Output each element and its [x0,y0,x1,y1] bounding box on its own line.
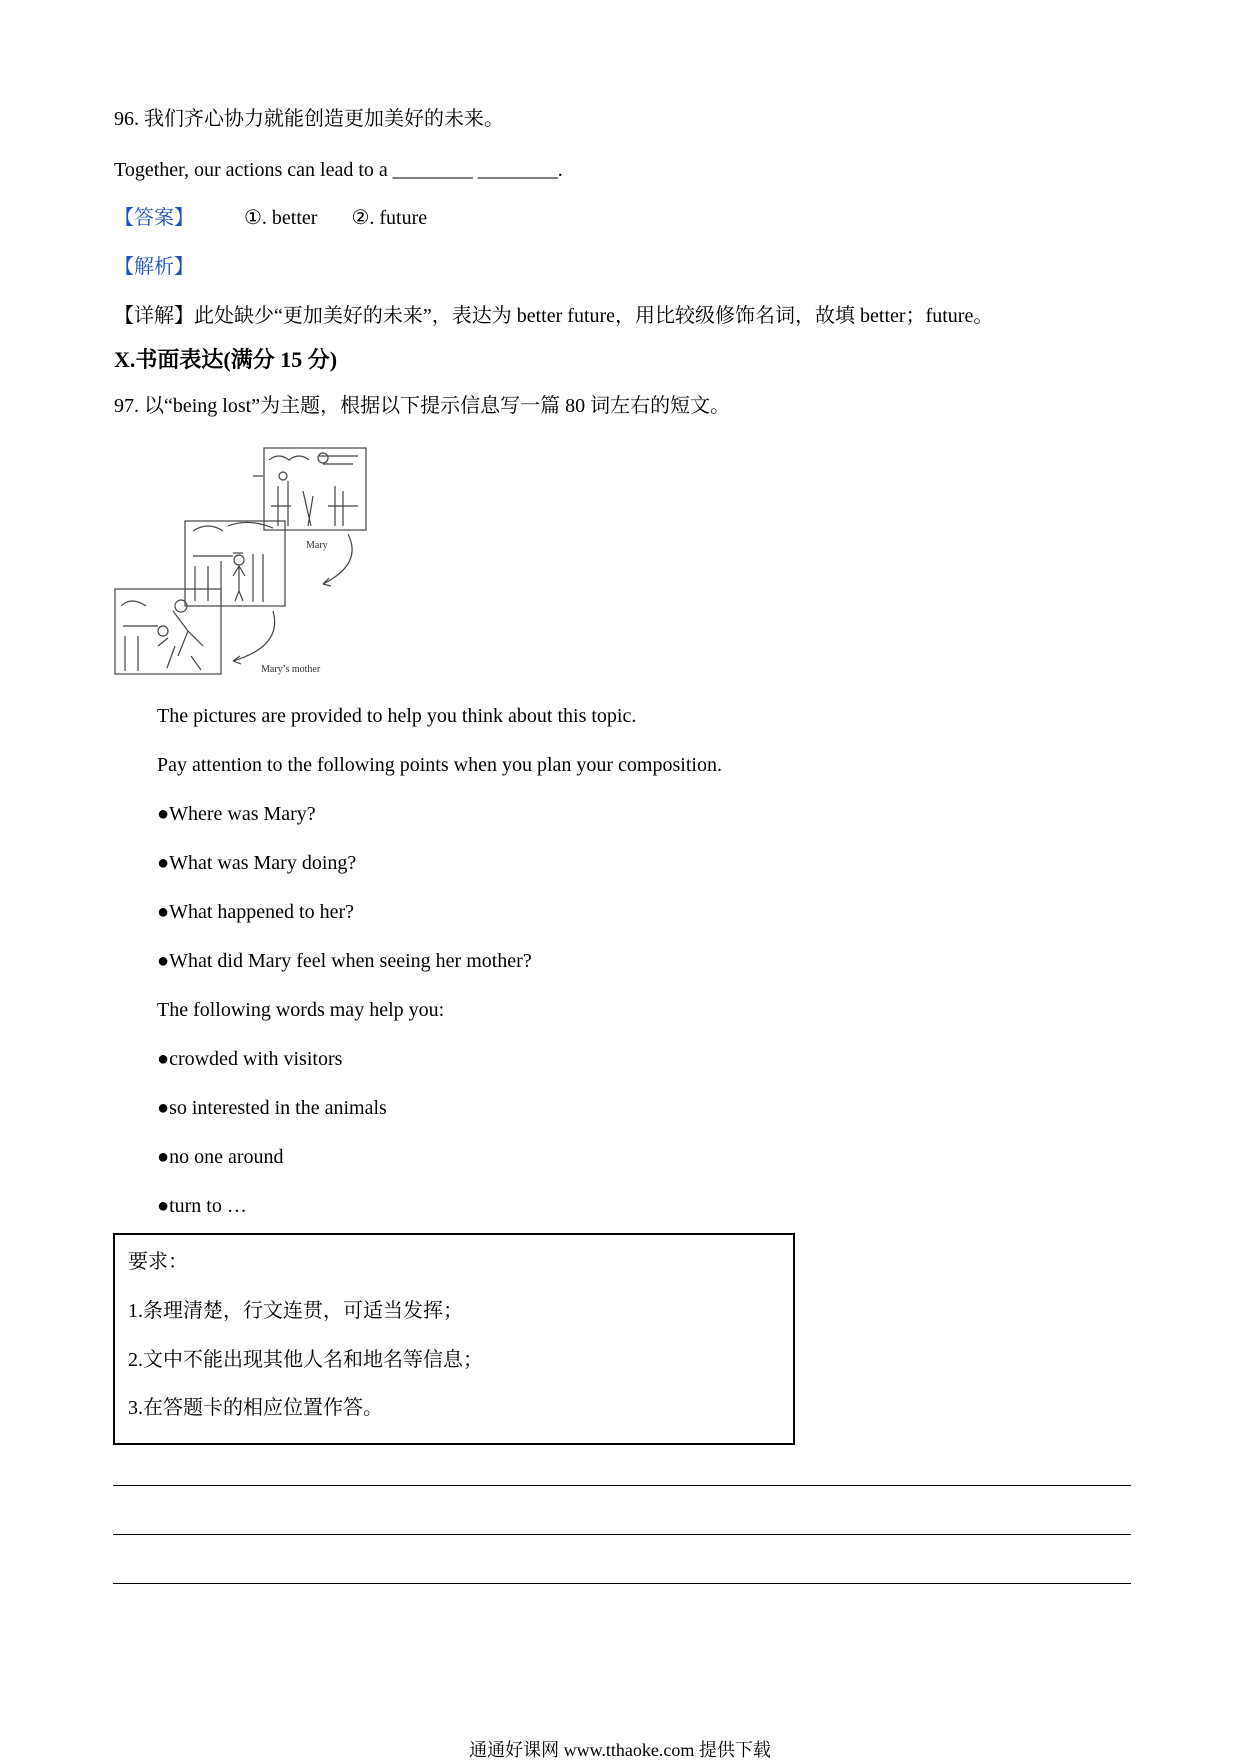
q96-sentence: Together, our actions can lead to a ________ ________. [114,159,563,181]
word-item: ●so interested in the animals [157,1097,387,1119]
label-mary: Mary [306,540,328,551]
requirement-item: 2.文中不能出现其他人名和地名等信息； [128,1349,483,1371]
answer-line [113,1583,1131,1584]
section-title: X.书面表达(满分 15 分) [114,347,338,372]
story-pictures [113,446,375,676]
answer-1: ①. better [244,207,318,229]
word-item: ●no one around [157,1146,284,1168]
picture-panel-1 [264,448,366,530]
answer-line [113,1485,1131,1486]
q96-title: 96. 我们齐心协力就能创造更加美好的未来。 [114,108,504,130]
page-footer: 通通好课网 www.tthaoke.com 提供下载 [469,1740,771,1760]
point-item: ●Where was Mary? [157,803,316,825]
word-item: ●crowded with visitors [157,1048,343,1070]
q97-title: 97. 以“being lost”为主题，根据以下提示信息写一篇 80 词左右的短文。 [114,395,731,417]
word-item: ●turn to … [157,1195,247,1217]
point-item: ●What happened to her? [157,901,354,923]
answer-2: ②. future [351,207,428,229]
intro-1: The pictures are provided to help you think about this topic. [157,705,637,727]
answer-line [113,1534,1131,1535]
analysis-label: 【解析】 [114,256,194,278]
q96-answer [114,205,427,231]
requirements-box [113,1233,795,1445]
answer-label: 【答案】 [114,207,194,229]
requirements-title: 要求： [128,1251,188,1273]
point-item: ●What did Mary feel when seeing her mother? [157,950,532,972]
point-item: ●What was Mary doing? [157,852,357,874]
label-mother: Mary’s mother [261,664,321,675]
words-intro: The following words may help you: [157,999,445,1021]
detail-text: 【详解】此处缺少“更加美好的未来”，表达为 better future，用比较级修饰名词，故填 better；future。 [114,305,994,327]
requirement-item: 1.条理清楚，行文连贯，可适当发挥； [128,1300,463,1322]
intro-2: Pay attention to the following points when you plan your composition. [157,754,722,776]
requirement-item: 3.在答题卡的相应位置作答。 [128,1397,383,1419]
